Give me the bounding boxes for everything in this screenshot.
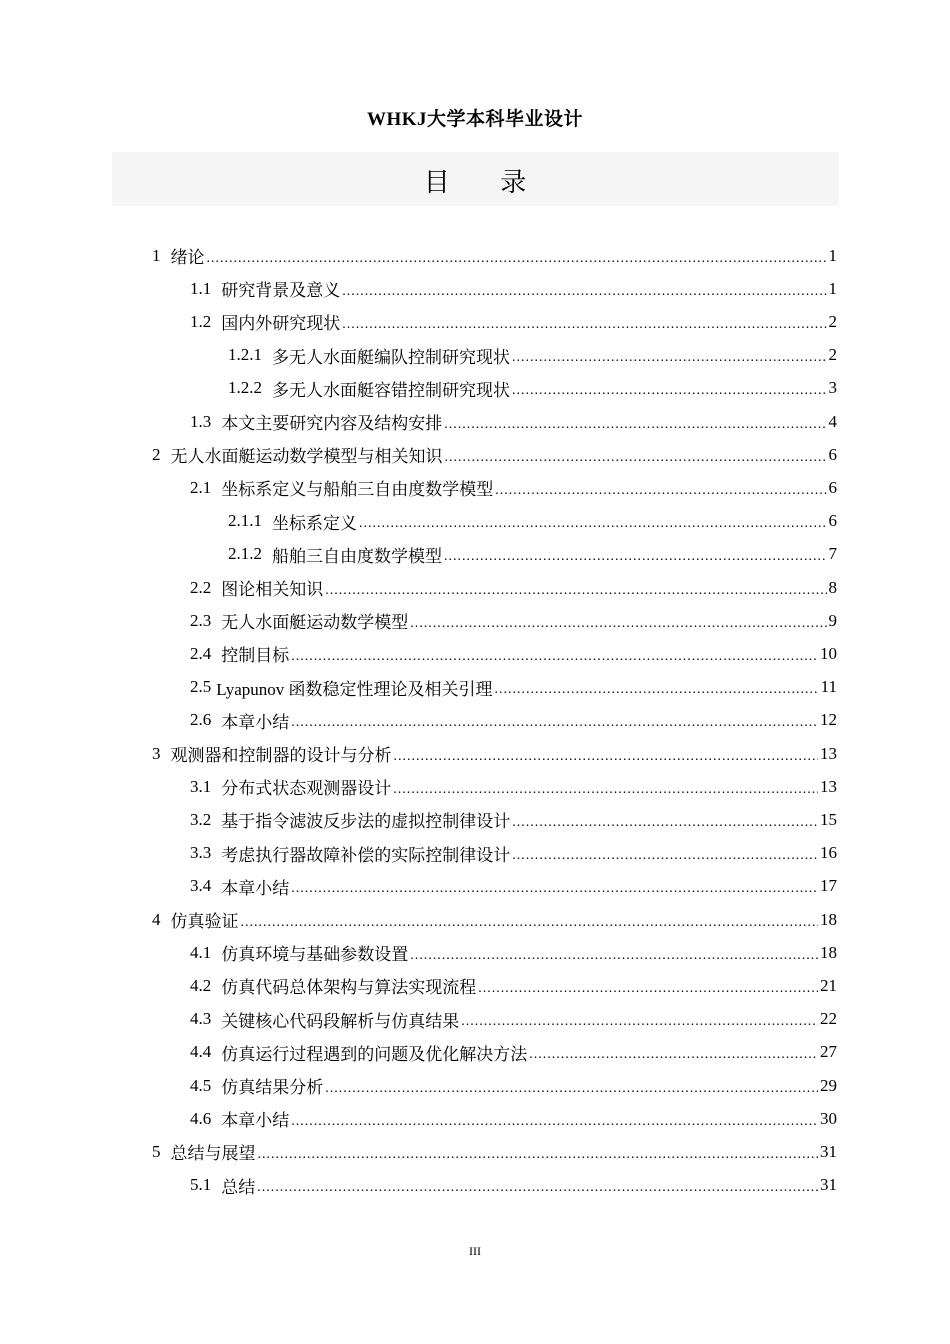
toc-entry-number: 2.2 xyxy=(190,577,212,597)
toc-entry-title: 仿真验证 xyxy=(170,912,239,931)
toc-entry-page: 1 xyxy=(828,245,837,265)
toc-dot-leader xyxy=(241,916,819,930)
toc-entry-number: 1.3 xyxy=(190,411,212,431)
toc-entry-number: 3.2 xyxy=(190,809,212,829)
toc-entry-number: 2.3 xyxy=(190,610,212,630)
toc-dot-leader xyxy=(359,517,827,531)
toc-entry-number: 2.1 xyxy=(190,477,212,497)
toc-entry[interactable] xyxy=(190,936,837,969)
toc-dot-leader xyxy=(512,351,827,365)
toc-dot-leader xyxy=(461,1015,818,1029)
document-header-title: WHKJ大学本科毕业设计 xyxy=(366,109,584,130)
toc-entry[interactable] xyxy=(190,1069,837,1102)
toc-entry[interactable] xyxy=(190,671,837,704)
toc-entry-title: 观测器和控制器的设计与分析 xyxy=(170,746,392,765)
toc-dot-leader xyxy=(495,683,819,697)
toc-heading: 目 录 xyxy=(423,168,549,197)
toc-entry-page: 18 xyxy=(820,909,837,929)
toc-entry[interactable] xyxy=(228,505,837,538)
toc-entry[interactable] xyxy=(152,1135,837,1168)
toc-dot-leader xyxy=(445,451,827,465)
toc-entry-title: 仿真环境与基础参数设置 xyxy=(221,945,409,965)
toc-entry-number: 2.5 xyxy=(190,677,212,697)
toc-entry-title: 仿真运行过程遇到的问题及优化解决方法 xyxy=(221,1044,528,1064)
toc-dot-leader xyxy=(495,484,826,498)
toc-entry-number: 2.6 xyxy=(190,710,212,730)
toc-dot-leader xyxy=(512,816,818,830)
toc-entry-number: 2.1.1 xyxy=(228,511,262,531)
toc-entry[interactable] xyxy=(190,471,837,504)
toc-entry[interactable] xyxy=(190,1003,837,1036)
toc-entry-title: 多无人水面艇容错控制研究现状 xyxy=(272,380,510,400)
toc-entry[interactable] xyxy=(190,969,837,1002)
toc-dot-leader xyxy=(291,1115,818,1129)
toc-entry-title: 多无人水面艇编队控制研究现状 xyxy=(272,347,510,367)
toc-dot-leader xyxy=(394,750,819,764)
toc-entry-number: 1.1 xyxy=(190,278,212,298)
toc-entry[interactable] xyxy=(190,305,837,338)
page-number: III xyxy=(469,1244,481,1258)
toc-entry-title: 总结与展望 xyxy=(170,1144,256,1164)
toc-entry-title: 基于指令滤波反步法的虚拟控制律设计 xyxy=(221,812,511,832)
toc-entry-title: 无人水面艇运动数学模型 xyxy=(221,613,409,633)
toc-dot-leader xyxy=(258,1148,819,1162)
toc-entry-page: 6 xyxy=(828,511,837,531)
toc-entry-title: 国内外研究现状 xyxy=(221,314,341,334)
toc-entry-number: 5 xyxy=(152,1141,161,1161)
toc-entry-page: 18 xyxy=(820,942,837,962)
toc-dot-leader xyxy=(291,882,818,896)
toc-entry-page: 29 xyxy=(820,1075,837,1095)
toc-dot-leader xyxy=(410,617,826,631)
toc-entry-page: 7 xyxy=(828,544,837,564)
toc-entry[interactable] xyxy=(228,372,837,405)
toc-entry-page: 9 xyxy=(828,610,837,630)
toc-entry-title: 总结 xyxy=(221,1177,256,1197)
toc-entry-title: Lyapunov 函数稳定性理论及相关引理 xyxy=(216,679,493,699)
toc-dot-leader xyxy=(512,384,827,398)
toc-dot-leader xyxy=(444,550,827,564)
toc-entry-title: 图论相关知识 xyxy=(221,580,324,599)
toc-entry-number: 4 xyxy=(152,909,161,929)
toc-entry[interactable] xyxy=(190,704,837,737)
toc-entry-title: 仿真代码总体架构与算法实现流程 xyxy=(221,978,477,998)
toc-entry[interactable] xyxy=(152,438,837,471)
toc-entry-page: 11 xyxy=(820,677,837,697)
toc-dot-leader xyxy=(410,949,818,963)
toc-entry-page: 16 xyxy=(820,843,837,863)
toc-dot-leader xyxy=(444,418,826,432)
toc-entry-number: 4.3 xyxy=(190,1009,212,1029)
toc-dot-leader xyxy=(478,982,818,996)
toc-entry[interactable] xyxy=(190,1169,837,1202)
toc-entry-title: 本章小结 xyxy=(221,1111,290,1131)
toc-dot-leader xyxy=(342,285,826,299)
toc-entry-page: 2 xyxy=(828,311,837,331)
toc-entry-number: 2.1.2 xyxy=(228,544,262,564)
toc-entry[interactable] xyxy=(190,272,837,305)
toc-entry-title: 绪论 xyxy=(170,248,205,267)
toc-entry[interactable] xyxy=(190,637,837,670)
toc-entry-number: 4.5 xyxy=(190,1075,212,1095)
toc-entry-number: 4.2 xyxy=(190,975,212,995)
toc-entry-title: 研究背景及意义 xyxy=(221,281,341,301)
toc-entry-title: 考虑执行器故障补偿的实际控制律设计 xyxy=(221,845,511,865)
toc-entry-page: 27 xyxy=(820,1042,837,1062)
toc-dot-leader xyxy=(512,849,818,863)
toc-entry-title: 本文主要研究内容及结构安排 xyxy=(221,414,443,433)
toc-entry[interactable] xyxy=(190,870,837,903)
toc-entry-number: 4.6 xyxy=(190,1108,212,1128)
toc-dot-leader xyxy=(529,1048,818,1062)
toc-entry-page: 30 xyxy=(820,1108,837,1128)
toc-entry-title: 本章小结 xyxy=(221,878,290,898)
toc-entry[interactable] xyxy=(152,737,837,770)
toc-entry-title: 无人水面艇运动数学模型与相关知识 xyxy=(170,447,443,467)
toc-entry[interactable] xyxy=(190,803,837,836)
toc-entry-number: 1 xyxy=(152,245,161,265)
toc-entry[interactable] xyxy=(190,405,837,438)
toc-entry-title: 仿真结果分析 xyxy=(221,1078,324,1097)
toc-dot-leader xyxy=(257,1181,818,1195)
toc-entry-title: 控制目标 xyxy=(221,646,290,666)
toc-entry-page: 10 xyxy=(820,643,837,663)
toc-dot-leader xyxy=(325,1082,818,1096)
toc-entry[interactable] xyxy=(190,770,837,803)
toc-entry[interactable] xyxy=(190,1102,837,1135)
toc-entry-page: 8 xyxy=(828,577,837,597)
toc-entry[interactable] xyxy=(190,1036,837,1069)
toc-entry[interactable] xyxy=(152,903,837,936)
toc-entry-title: 关键核心代码段解析与仿真结果 xyxy=(221,1011,460,1031)
toc-entry-page: 6 xyxy=(828,477,837,497)
toc-dot-leader xyxy=(207,252,827,266)
toc-entry-page: 12 xyxy=(820,710,837,730)
toc-entry-number: 2 xyxy=(152,444,161,464)
toc-entry-number: 3.1 xyxy=(190,776,212,796)
toc-entry-number: 1.2.1 xyxy=(228,345,262,365)
toc-entry[interactable] xyxy=(190,604,837,637)
toc-entry-title: 坐标系定义 xyxy=(272,513,357,533)
toc-dot-leader xyxy=(393,783,818,797)
toc-entry-page: 31 xyxy=(820,1175,837,1195)
toc-entry-number: 1.2.2 xyxy=(228,378,262,398)
toc-entry-number: 2.4 xyxy=(190,643,212,663)
toc-entry-number: 5.1 xyxy=(190,1175,212,1195)
toc-entry-title: 船舶三自由度数学模型 xyxy=(272,546,442,566)
toc-entry-page: 22 xyxy=(820,1009,837,1029)
toc-entry-page: 13 xyxy=(820,776,837,796)
toc-entry[interactable] xyxy=(152,239,837,272)
toc-dot-leader xyxy=(325,584,826,598)
toc-entry-page: 17 xyxy=(820,876,837,896)
toc-entry-page: 4 xyxy=(828,411,837,431)
toc-entry[interactable] xyxy=(190,837,837,870)
toc-entry-page: 21 xyxy=(820,975,837,995)
toc-entry-number: 3 xyxy=(152,743,161,763)
toc-dot-leader xyxy=(342,318,826,332)
toc-entry[interactable] xyxy=(228,339,837,372)
toc-entry-page: 1 xyxy=(828,278,837,298)
toc-entry-number: 1.2 xyxy=(190,311,212,331)
toc-entry-page: 15 xyxy=(820,809,837,829)
toc-entry-title: 本章小结 xyxy=(221,712,290,732)
toc-entry-page: 3 xyxy=(828,378,837,398)
toc-entry[interactable] xyxy=(228,538,837,571)
toc-entry-number: 4.4 xyxy=(190,1042,212,1062)
toc-entry[interactable] xyxy=(190,571,837,604)
toc-entry-page: 13 xyxy=(820,743,837,763)
toc-entry-title: 分布式状态观测器设计 xyxy=(221,779,392,799)
toc-entry-page: 31 xyxy=(820,1141,837,1161)
toc-entry-page: 2 xyxy=(828,345,837,365)
toc-entry-number: 3.3 xyxy=(190,843,212,863)
toc-entry-number: 4.1 xyxy=(190,942,212,962)
toc-entry-number: 3.4 xyxy=(190,876,212,896)
toc-dot-leader xyxy=(291,650,818,664)
toc-entry-page: 6 xyxy=(828,444,837,464)
toc-entry-title: 坐标系定义与船舶三自由度数学模型 xyxy=(221,480,494,500)
toc-dot-leader xyxy=(291,716,818,730)
